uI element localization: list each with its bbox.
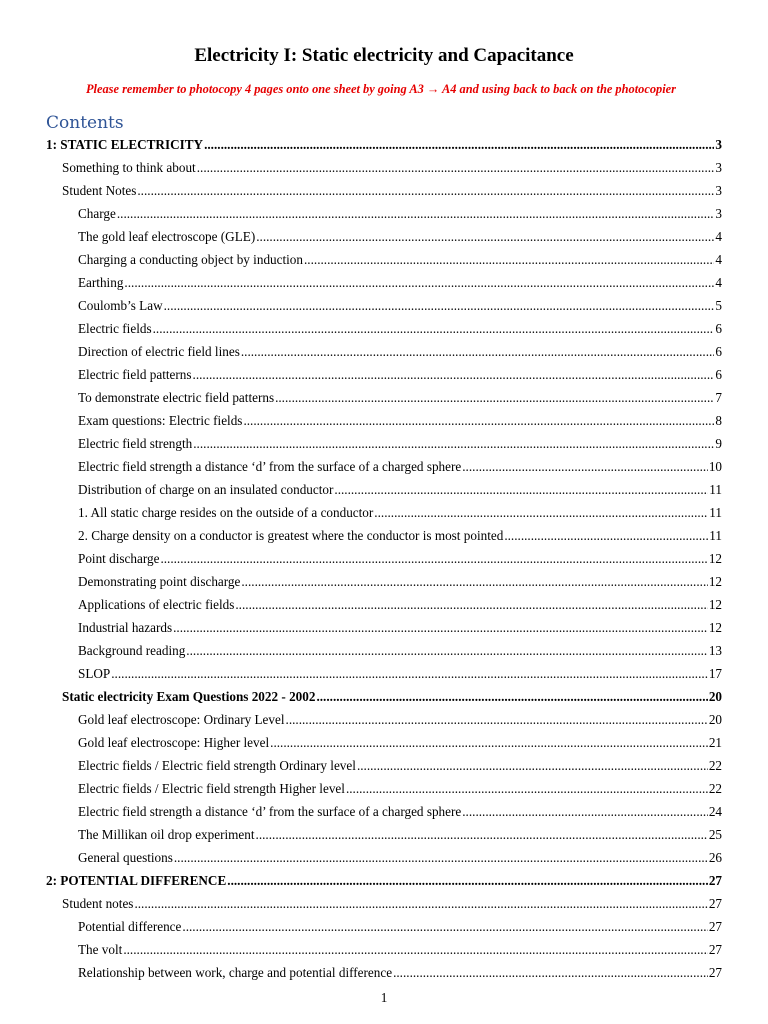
toc-entry-title: Student notes [62,896,134,911]
toc-dot-leader [197,157,715,179]
page-title: Electricity I: Static electricity and Capacitance [194,45,574,66]
toc-dot-leader [462,456,708,478]
toc-entry[interactable] [0,502,768,525]
toc-entry[interactable] [0,203,768,226]
toc-dot-leader [346,778,708,800]
toc-dot-leader [504,525,708,547]
toc-entry-title: Industrial hazards [78,620,173,635]
toc-entry-page: 4 [715,275,722,290]
toc-dot-leader [357,755,708,777]
toc-entry-page: 12 [708,597,722,612]
toc-dot-leader [316,686,707,708]
toc-entry-page: 12 [708,620,722,635]
toc-entry-title: Student Notes [62,183,137,198]
toc-entry-page: 21 [708,735,722,750]
toc-entry[interactable] [0,571,768,594]
toc-entry-title: General questions [78,850,173,865]
toc-entry-title: Something to think about [62,160,196,175]
toc-dot-leader [286,709,708,731]
toc-entry[interactable] [0,410,768,433]
toc-entry-page: 3 [715,160,722,175]
toc-entry[interactable] [0,801,768,824]
toc-dot-leader [204,134,714,156]
toc-entry-title: To demonstrate electric field patterns [78,390,275,405]
toc-entry-title: Earthing [78,275,124,290]
toc-entry[interactable] [0,709,768,732]
toc-entry[interactable] [0,686,768,709]
toc-entry-title: The volt [78,942,123,957]
toc-entry[interactable] [0,525,768,548]
toc-dot-leader [123,939,707,961]
toc-entry-title: Electric field patterns [78,367,192,382]
toc-entry-page: 22 [708,781,722,796]
toc-dot-leader [186,640,708,662]
toc-entry[interactable] [0,663,768,686]
toc-entry-title: Gold leaf electroscope: Ordinary Level [78,712,285,727]
toc-entry-title: The Millikan oil drop experiment [78,827,255,842]
toc-dot-leader [243,410,714,432]
toc-entry[interactable] [0,939,768,962]
toc-entry-page: 11 [709,505,722,520]
toc-entry-title: Point discharge [78,551,160,566]
toc-dot-leader [173,617,708,639]
toc-entry-title: Coulomb’s Law [78,298,163,313]
toc-entry[interactable] [0,387,768,410]
toc-entry-page: 6 [715,367,722,382]
toc-entry-title: Electric fields / Electric field strength Ordinary level [78,758,356,773]
toc-entry-title: SLOP [78,666,111,681]
toc-entry-title: Electric fields / Electric field strength Higher level [78,781,345,796]
toc-dot-leader [304,249,714,271]
toc-entry-title: Static electricity Exam Questions 2022 - 2002 [62,689,316,704]
toc-entry[interactable] [0,732,768,755]
toc-entry-page: 27 [708,965,722,980]
toc-dot-leader [117,203,715,225]
toc-entry[interactable] [0,640,768,663]
toc-entry-page: 3 [715,137,722,152]
toc-entry-title: The gold leaf electroscope (GLE) [78,229,256,244]
toc-entry-title: 2: POTENTIAL DIFFERENCE [46,873,227,888]
toc-entry[interactable] [0,134,768,157]
toc-entry[interactable] [0,594,768,617]
toc-entry-title: Distribution of charge on an insulated conductor [78,482,334,497]
toc-entry[interactable] [0,893,768,916]
toc-entry[interactable] [0,249,768,272]
toc-entry[interactable] [0,548,768,571]
toc-dot-leader [393,962,708,984]
toc-dot-leader [153,318,715,340]
toc-entry[interactable] [0,456,768,479]
toc-entry-page: 11 [709,482,722,497]
toc-entry-page: 26 [708,850,722,865]
toc-entry-page: 5 [715,298,722,313]
toc-entry-page: 17 [708,666,722,681]
toc-entry-title: Applications of electric fields [78,597,235,612]
toc-dot-leader [182,916,707,938]
toc-dot-leader [334,479,708,501]
toc-dot-leader [256,824,708,846]
toc-dot-leader [111,663,708,685]
toc-entry-page: 12 [708,551,722,566]
toc-entry-page: 25 [708,827,722,842]
toc-entry-title: 2. Charge density on a conductor is greatest where the conductor is most pointed [78,528,504,543]
toc-dot-leader [374,502,708,524]
toc-dot-leader [235,594,707,616]
toc-entry-page: 20 [708,712,722,727]
toc-entry-page: 3 [715,183,722,198]
toc-entry[interactable] [0,226,768,249]
toc-entry[interactable] [0,433,768,456]
toc-dot-leader [137,180,714,202]
toc-entry-title: 1. All static charge resides on the outside of a conductor [78,505,374,520]
toc-dot-leader [462,801,708,823]
toc-dot-leader [270,732,708,754]
photocopy-notice: Please remember to photocopy 4 pages onto one sheet by going A3 → A4 and using back to back on the photocopier [85,82,677,96]
page-number: 1 [380,990,388,1005]
toc-entry[interactable] [0,778,768,801]
toc-entry[interactable] [0,157,768,180]
toc-entry-title: Exam questions: Electric fields [78,413,243,428]
toc-entry[interactable] [0,272,768,295]
toc-entry[interactable] [0,870,768,893]
toc-entry-title: Charging a conducting object by induction [78,252,303,267]
toc-entry-page: 6 [715,344,722,359]
toc-entry-page: 4 [715,252,722,267]
toc-entry-title: Electric field strength [78,436,193,451]
toc-dot-leader [227,870,708,892]
toc-dot-leader [256,226,714,248]
toc-entry-page: 6 [715,321,722,336]
toc-entry-title: Gold leaf electroscope: Higher level [78,735,270,750]
toc-entry-title: Direction of electric field lines [78,344,240,359]
toc-dot-leader [275,387,714,409]
toc-dot-leader [174,847,708,869]
toc-entry-page: 7 [715,390,722,405]
toc-entry-page: 8 [715,413,722,428]
toc-entry-page: 22 [708,758,722,773]
toc-entry[interactable] [0,962,768,985]
toc-dot-leader [134,893,707,915]
toc-dot-leader [241,341,715,363]
toc-entry-page: 11 [709,528,722,543]
toc-dot-leader [193,364,715,386]
toc-entry-page: 27 [708,919,722,934]
toc-entry-page: 10 [708,459,722,474]
toc-entry[interactable] [0,364,768,387]
toc-entry-page: 12 [708,574,722,589]
toc-entry-title: Potential difference [78,919,182,934]
toc-entry-title: Relationship between work, charge and potential difference [78,965,393,980]
toc-entry-title: Background reading [78,643,186,658]
contents-heading: Contents [46,113,124,133]
toc-entry-title: 1: STATIC ELECTRICITY [46,137,204,152]
toc-entry[interactable] [0,180,768,203]
toc-dot-leader [124,272,714,294]
toc-entry-page: 27 [708,896,722,911]
toc-dot-leader [160,548,707,570]
toc-entry[interactable] [0,479,768,502]
toc-entry-title: Electric fields [78,321,152,336]
toc-entry[interactable] [0,755,768,778]
toc-entry-title: Electric field strength a distance ‘d’ from the surface of a charged sphere [78,804,462,819]
toc-entry[interactable] [0,916,768,939]
toc-entry-title: Demonstrating point discharge [78,574,241,589]
table-of-contents [0,134,768,985]
toc-entry-page: 9 [715,436,722,451]
toc-entry[interactable] [0,824,768,847]
toc-entry-page: 27 [708,873,722,888]
toc-entry-title: Charge [78,206,116,221]
toc-entry-title: Electric field strength a distance ‘d’ from the surface of a charged sphere [78,459,462,474]
toc-entry-page: 20 [708,689,722,704]
toc-entry[interactable] [0,847,768,870]
toc-dot-leader [164,295,715,317]
toc-entry[interactable] [0,617,768,640]
toc-dot-leader [193,433,714,455]
toc-entry-page: 13 [708,643,722,658]
toc-entry-page: 27 [708,942,722,957]
toc-entry[interactable] [0,318,768,341]
toc-dot-leader [241,571,707,593]
toc-entry-page: 24 [708,804,722,819]
toc-entry-page: 3 [715,206,722,221]
toc-entry-page: 4 [715,229,722,244]
toc-entry[interactable] [0,295,768,318]
toc-entry[interactable] [0,341,768,364]
